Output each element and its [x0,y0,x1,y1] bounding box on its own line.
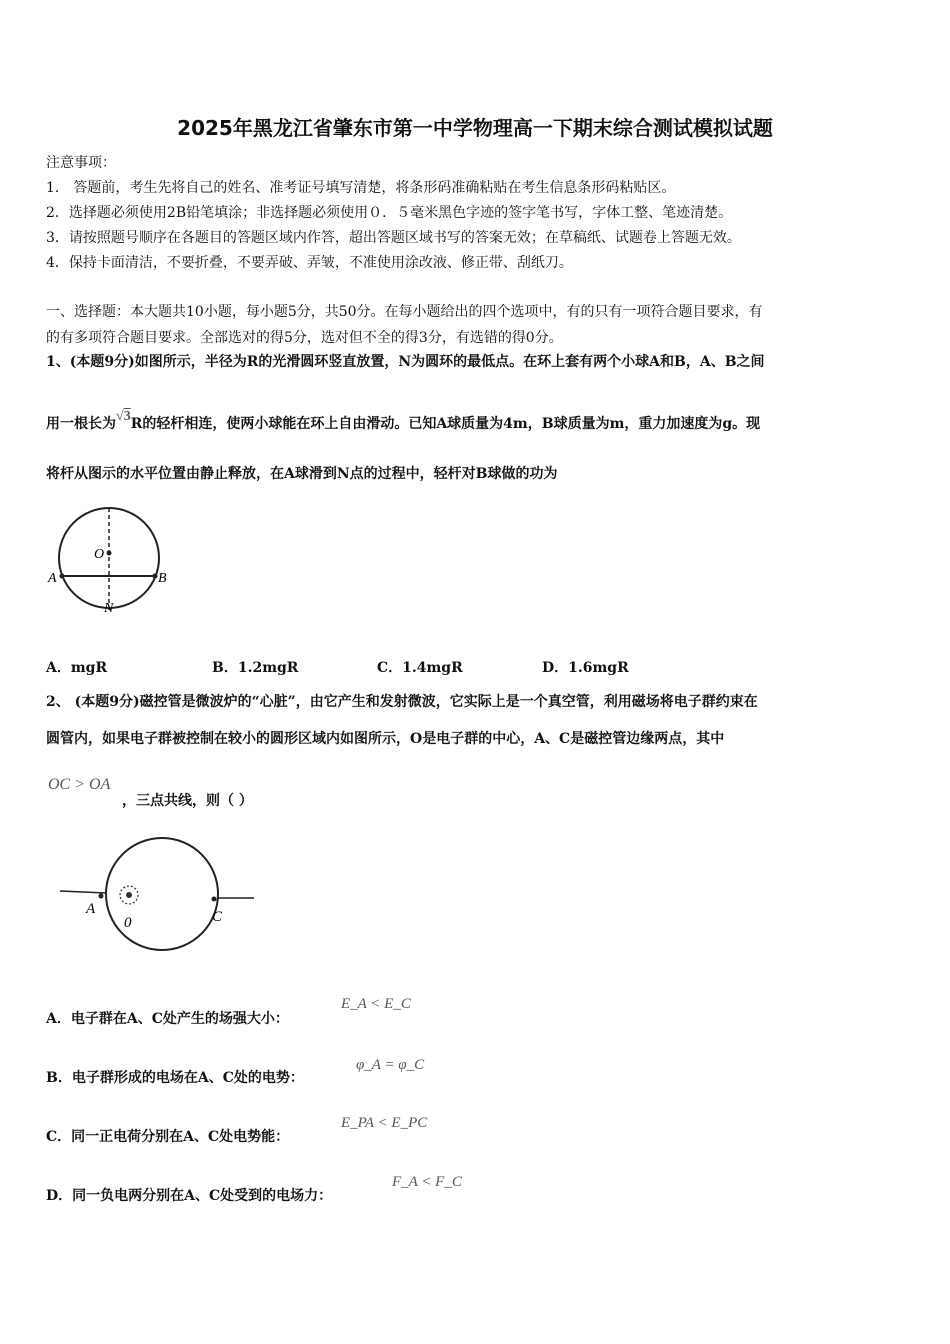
center-point [107,551,112,556]
q2-condition-formula: OC > OA [48,776,111,793]
electron-center [126,892,132,898]
q2-stem-line: 圆管内，如果电子群被控制在较小的圆形区域内如图所示，O是电子群的中心，A、C是磁控管边缘两点，其中 [46,731,725,747]
point-a [99,894,104,899]
q2-condition-text: ，三点共线，则（ ） [122,793,253,809]
lead-left [60,891,106,893]
q2-option-a: A．电子群在A、C处产生的场强大小： [46,1011,289,1027]
sqrt-formula: √3 [116,409,131,424]
q2-option-c: C．同一正电荷分别在A、C处电势能： [46,1129,290,1145]
q2-option-b-formula: φ_A = φ_C [356,1057,425,1073]
q2-stem-line: 2、 (本题9分)磁控管是微波炉的“心脏”，由它产生和发射微波，它实际上是一个真空管，利用磁场将电子群约束在 [46,694,758,710]
q2-option-c-formula: E_PA < E_PC [341,1115,428,1131]
q1-option-d: D．1.6mgR [542,660,629,676]
q2-option-b: B．电子群形成的电场在A、C处的电势： [46,1070,304,1086]
q1-stem-line: 1、(本题9分)如图所示，半径为R的光滑圆环竖直放置，N为圆环的最低点。在环上套有两个小球A和B，A、B之间 [46,354,765,370]
label-o: 0 [124,915,132,931]
notice-item: 2．选择题必须使用2B铅笔填涂；非选择题必须使用０．５毫米黑色字迹的签字笔书写，字体工整、笔迹清楚。 [46,205,733,221]
label-n: N [104,601,114,616]
q1-option-b: B．1.2mgR [212,660,299,676]
ball-b [153,574,158,579]
q2-option-d-formula: F_A < F_C [392,1174,462,1190]
q1-stem-line: 将杆从图示的水平位置由静止释放，在A球滑到N点的过程中，轻杆对B球做的功为 [46,466,558,482]
q2-option-a-formula: E_A < E_C [341,996,411,1012]
label-o: O [94,547,105,562]
q1-ring-figure [44,500,174,620]
sqrt-value: 3 [123,409,131,424]
notice-item: 3．请按照题号顺序在各题目的答题区域内作答，超出答题区域书写的答案无效；在草稿纸、试题卷上答题无效。 [46,230,741,246]
q2-option-d: D．同一负电两分别在A、C处受到的电场力： [46,1188,333,1204]
section-intro-line: 一、选择题：本大题共10小题，每小题5分，共50分。在每小题给出的四个选项中，有的只有一项符合题目要求，有 [46,304,763,320]
label-c: C [212,909,223,925]
tube-circle [106,838,218,950]
label-a: A [86,901,96,917]
q1-stem-post: R的轻杆相连，使两小球能在环上自由滑动。已知A球质量为4m，B球质量为m，重力加速度为g。现 [130,416,761,432]
notice-item: 1． 答题前，考生先将自己的姓名、准考证号填写清楚，将条形码准确粘贴在考生信息条形码粘贴区。 [46,180,676,196]
q1-option-c: C．1.4mgR [377,660,463,676]
q1-option-a: A．mgR [46,660,108,676]
page-title: 2025年黑龙江省肇东市第一中学物理高一下期末综合测试模拟试题 [177,116,773,140]
ball-a [60,574,65,579]
q1-stem-line [46,409,761,433]
label-b: B [158,571,167,586]
q1-stem-pre: 用一根长为 [46,416,116,432]
q2-magnetron-figure [56,836,266,956]
point-c [212,897,217,902]
notice-heading: 注意事项： [46,155,116,171]
notice-item: 4．保持卡面清洁，不要折叠，不要弄破、弄皱，不准使用涂改液、修正带、刮纸刀。 [46,255,573,271]
section-intro-line: 的有多项符合题目要求。全部选对的得5分，选对但不全的得3分，有选错的得0分。 [46,330,563,346]
label-a: A [48,571,57,586]
